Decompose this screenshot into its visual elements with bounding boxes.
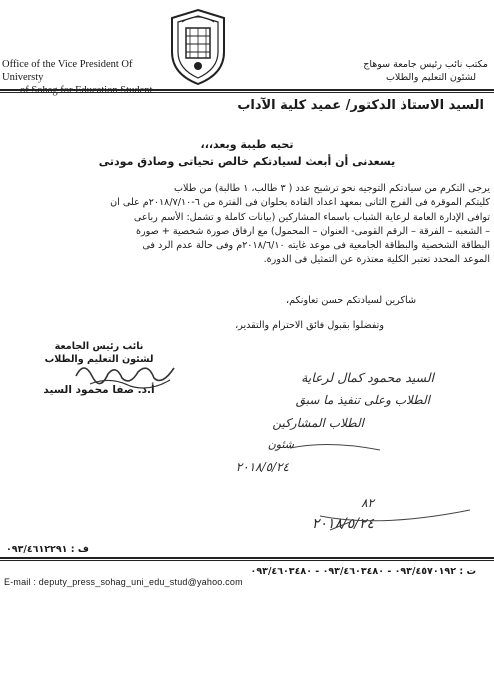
body-paragraph [0,182,490,268]
university-crest-icon [168,8,228,86]
handwritten-note: السيد محمود كمال لرعاية [301,370,434,385]
footer-divider-thin [0,560,494,561]
body-line: البطاقة الشخصية والبطاقة الجامعية فى موعد غايته ٢٠١٨/٦/١٠م وفى حالة عدم الرد فى [142,240,490,252]
body-line: توافى الإدارة العامة لرعاية الشباب باسماء المشاركين (بيانات كاملة و تشمل: الأسم رباعى [133,211,490,223]
email-address: E-mail : deputy_press_sohag_uni_edu_stud@yahoo.com [4,577,243,587]
greeting: تحيه طيبة وبعد،،، [200,138,294,151]
body-line: – الشعبه – الفرقة – الرقم القومى- العنوان – المحمول) مع ارفاق صورة شخصية + صورة [135,225,490,237]
handwritten-note: الطلاب المشاركين [272,416,364,430]
telephone-numbers: ت : ٠٩٣/٤٥٧٠١٩٢ - ٠٩٣/٤٦٠٣٤٨٠ - ٠٩٣/٤٦٠٣٤٨٠ [250,566,476,577]
signature-title1: نائب رئيس الجامعة [54,341,144,352]
signature-name: أ.د. صفا محمود السيد [43,384,155,396]
handwritten-date: ٢٠١٨/٥/٢٤ [311,516,374,532]
body-line: كليتكم الموقرة فى الفرج الثانى بمعهد اعداد القادة بحلوان فى الفترة من ٦-٢٠١٨/٧/١٠م على ان [110,197,490,209]
addressee: السيد الاستاذ الدكتور/ عميد كلية الآداب [237,98,484,113]
header-divider-thin [0,92,494,93]
handwritten-number: ٨٢ [361,496,374,510]
body-line: الموعد المحدد تعتبر الكلية معتذرة عن التمثيل فى الدورة. [263,254,490,266]
header-arabic-line2: لشئون التعليم والطلاب [385,72,476,83]
header-arabic-line1: مكتب نائب رئيس جامعة سوهاج [363,59,488,70]
signature-scribble-icon [70,356,180,394]
footer-divider [0,557,494,559]
handwritten-note: الطلاب وعلى تنفيذ ما سبق [295,393,430,407]
fax-number: ف : ٠٩٣/٤٦١٢٢٩١ [6,544,89,555]
closing-line: وتفضلوا بقبول فائق الاحترام والتقدير، [235,320,384,331]
handwriting-strokes-icon [180,370,480,540]
header-english-line1: Office of the Vice President Of Universty [2,59,133,83]
header-arabic [338,58,488,84]
handwritten-note: شئون [267,438,294,451]
header-divider [0,89,494,91]
signature-title2: لشئون التعليم والطلاب [44,354,154,365]
thanks-line: شاكرين لسيادتكم حسن تعاونكم، [286,295,416,306]
handwritten-date: ٢٠١٨/٥/٢٤ [235,460,289,474]
greeting-line2: يسعدنى أن أبعث لسيادتكم خالص تحياتى وصادق مودتى [98,155,396,168]
body-line: يرجى التكرم من سيادتكم التوجيه نحو ترشيح عدد ( ٣ طالب، ١ طالبة) من طلاب [173,183,490,194]
